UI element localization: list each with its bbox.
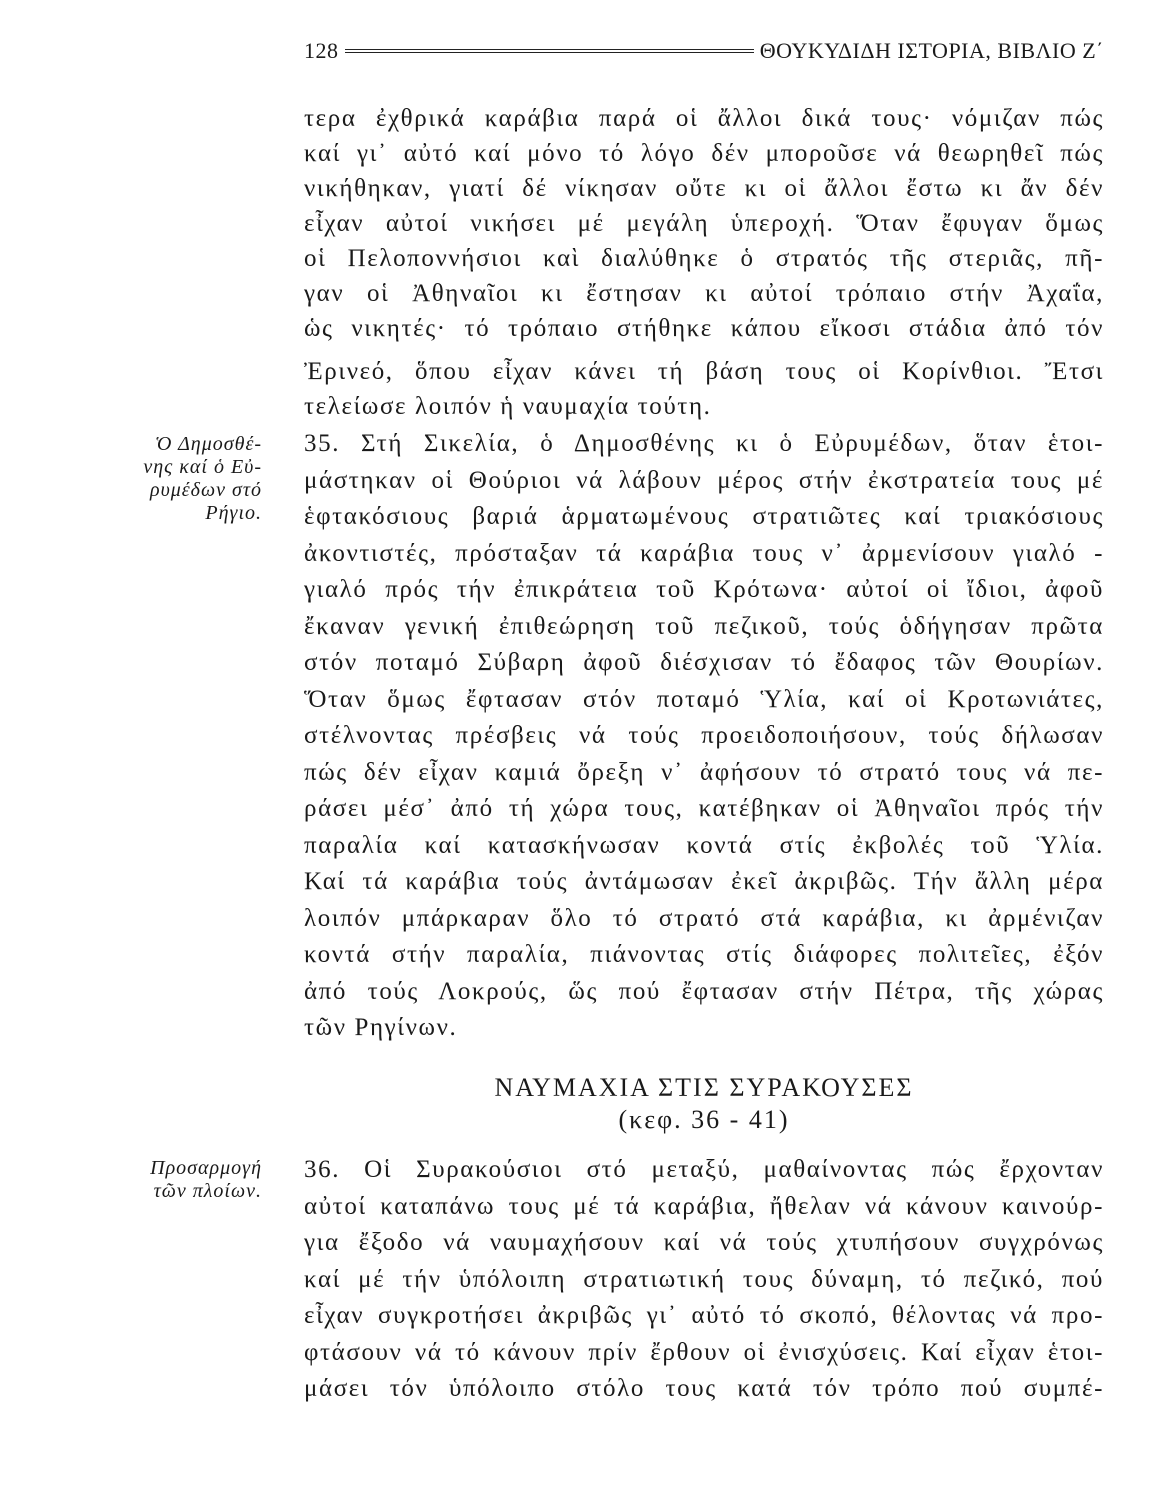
text-line: μάσει τόν ὑπόλοιπο στόλο τους κατά τόν τρόπο πού συμπέ- [304, 1375, 1104, 1402]
section-subtitle: (κεφ. 36 - 41) [618, 1105, 790, 1134]
page-number: 128 [304, 38, 339, 63]
text-line: ἑφτακόσιους βαριά ἁρματωμένους στρατιῶτες καί τριακόσιους [304, 503, 1104, 530]
text-line: Ὅταν ὅμως ἔφτασαν στόν ποταμό Ὑλία, καί οἱ Κροτωνιάτες, [304, 686, 1104, 713]
margin-note-line: Ρήγιο. [205, 502, 262, 524]
text-line: ἀπό τούς Λοκρούς, ὥς πού ἔφτασαν στήν Πέτρα, τῆς χώρας [304, 978, 1104, 1005]
text-line: καί γι᾿ αὐτό καί μόνο τό λόγο δέν μποροῦσε νά θεωρηθεῖ πώς [304, 140, 1104, 167]
text-line: οἱ Πελοποννήσιοι καὶ διαλύθηκε ὁ στρατός τῆς στεριᾶς, πῆ- [304, 245, 1104, 272]
text-line: λοιπόν μπάρκαραν ὅλο τό στρατό στά καράβια, κι ἀρμένιζαν [304, 905, 1104, 932]
running-header [304, 36, 1104, 66]
text-line: Ἐρινεό, ὅπου εἶχαν κάνει τή βάση τους οἱ Κορίνθιοι. Ἔτσι [304, 358, 1104, 385]
text-line: καί μέ τήν ὑπόλοιπη στρατιωτική τους δύναμη, τό πεζικό, πού [304, 1266, 1104, 1293]
margin-note-line: τῶν πλοίων. [153, 1180, 262, 1202]
text-line: μάστηκαν οἱ Θούριοι νά λάβουν μέρος στήν ἐκστρατεία τους μέ [304, 467, 1104, 494]
text-line: αὐτοί καταπάνω τους μέ τά καράβια, ἤθελαν νά κάνουν καινούρ- [304, 1193, 1104, 1220]
text-line: για ἔξοδο νά ναυμαχήσουν καί νά τούς χτυπήσουν συγχρόνως [304, 1229, 1104, 1256]
text-line: γιαλό πρός τήν ἐπικράτεια τοῦ Κρότωνα· αὐτοί οἱ ἴδιοι, ἀφοῦ [304, 576, 1104, 603]
margin-note-line: νης καί ὁ Εὐ- [143, 456, 262, 478]
running-title: ΘΟΥΚΥΔΙΔΗ ΙΣΤΟΡΙΑ, ΒΙΒΛΙΟ Ζ΄ [759, 38, 1104, 63]
margin-note-ships [110, 1157, 262, 1203]
header-rule [345, 49, 754, 53]
text-line: παραλία καί κατασκήνωσαν κοντά στίς ἐκβολές τοῦ Ὑλία. [304, 832, 1104, 859]
text-line: νικήθηκαν, γιατί δέ νίκησαν οὔτε κι οἱ ἄλλοι ἔστω κι ἄν δέν [304, 175, 1104, 202]
text-line: τερα ἐχθρικά καράβια παρά οἱ ἄλλοι δικά τους· νόμιζαν πώς [304, 105, 1104, 132]
text-line: στόν ποταμό Σύβαρη ἀφοῦ διέσχισαν τό ἔδαφος τῶν Θουρίων. [304, 649, 1104, 676]
text-line: 35. Στή Σικελία, ὁ Δημοσθένης κι ὁ Εὐρυμέδων, ὅταν ἑτοι- [304, 430, 1104, 457]
margin-note-demosthenes [110, 433, 262, 525]
text-line: ἔκαναν γενική ἐπιθεώρηση τοῦ πεζικοῦ, τούς ὁδήγησαν πρῶτα [304, 613, 1104, 640]
text-line: ἀκοντιστές, πρόσταξαν τά καράβια τους ν᾿ ἀρμενίσουν γιαλό - [304, 540, 1104, 567]
text-line: τῶν Ρηγίνων. [304, 1014, 458, 1041]
text-line: 36. Οἱ Συρακούσιοι στό μεταξύ, μαθαίνοντας πώς ἔρχονταν [304, 1156, 1104, 1183]
text-line: γαν οἱ Ἀθηναῖοι κι ἔστησαν κι αὐτοί τρόπαιο στήν Ἀχαΐα, [304, 280, 1104, 307]
text-line: φτάσουν νά τό κάνουν πρίν ἔρθουν οἱ ἐνισχύσεις. Καί εἶχαν ἑτοι- [304, 1339, 1104, 1366]
text-line: ὡς νικητές· τό τρόπαιο στήθηκε κάπου εἴκοσι στάδια ἀπό τόν [304, 315, 1104, 342]
text-line: κοντά στήν παραλία, πιάνοντας στίς διάφορες πολιτεῖες, ἐξόν [304, 941, 1104, 968]
text-line: εἶχαν αὐτοί νικήσει μέ μεγάλη ὑπεροχή. Ὅταν ἔφυγαν ὅμως [304, 210, 1104, 237]
text-line: ράσει μέσ᾿ ἀπό τή χώρα τους, κατέβηκαν οἱ Ἀθηναῖοι πρός τήν [304, 795, 1104, 822]
text-line: Καί τά καράβια τούς ἀντάμωσαν ἐκεῖ ἀκριβῶς. Τήν ἄλλη μέρα [304, 868, 1104, 895]
text-line: εἶχαν συγκροτήσει ἀκριβῶς γι᾿ αὐτό τό σκοπό, θέλοντας νά προ- [304, 1302, 1104, 1329]
text-line: πώς δέν εἶχαν καμιά ὄρεξη ν᾿ ἀφήσουν τό στρατό τους νά πε- [304, 759, 1104, 786]
margin-note-line: ρυμέδων στό [149, 479, 262, 501]
section-title: ΝΑΥΜΑΧΙΑ ΣΤΙΣ ΣΥΡΑΚΟΥΣΕΣ [494, 1073, 914, 1102]
margin-note-line: Προσαρμογή [150, 1157, 262, 1179]
text-line: τελείωσε λοιπόν ἡ ναυμαχία τούτη. [304, 393, 712, 420]
text-line: στέλνοντας πρέσβεις νά τούς προειδοποιήσουν, τούς δήλωσαν [304, 722, 1104, 749]
margin-note-line: Ὁ Δημοσθέ- [155, 433, 262, 455]
